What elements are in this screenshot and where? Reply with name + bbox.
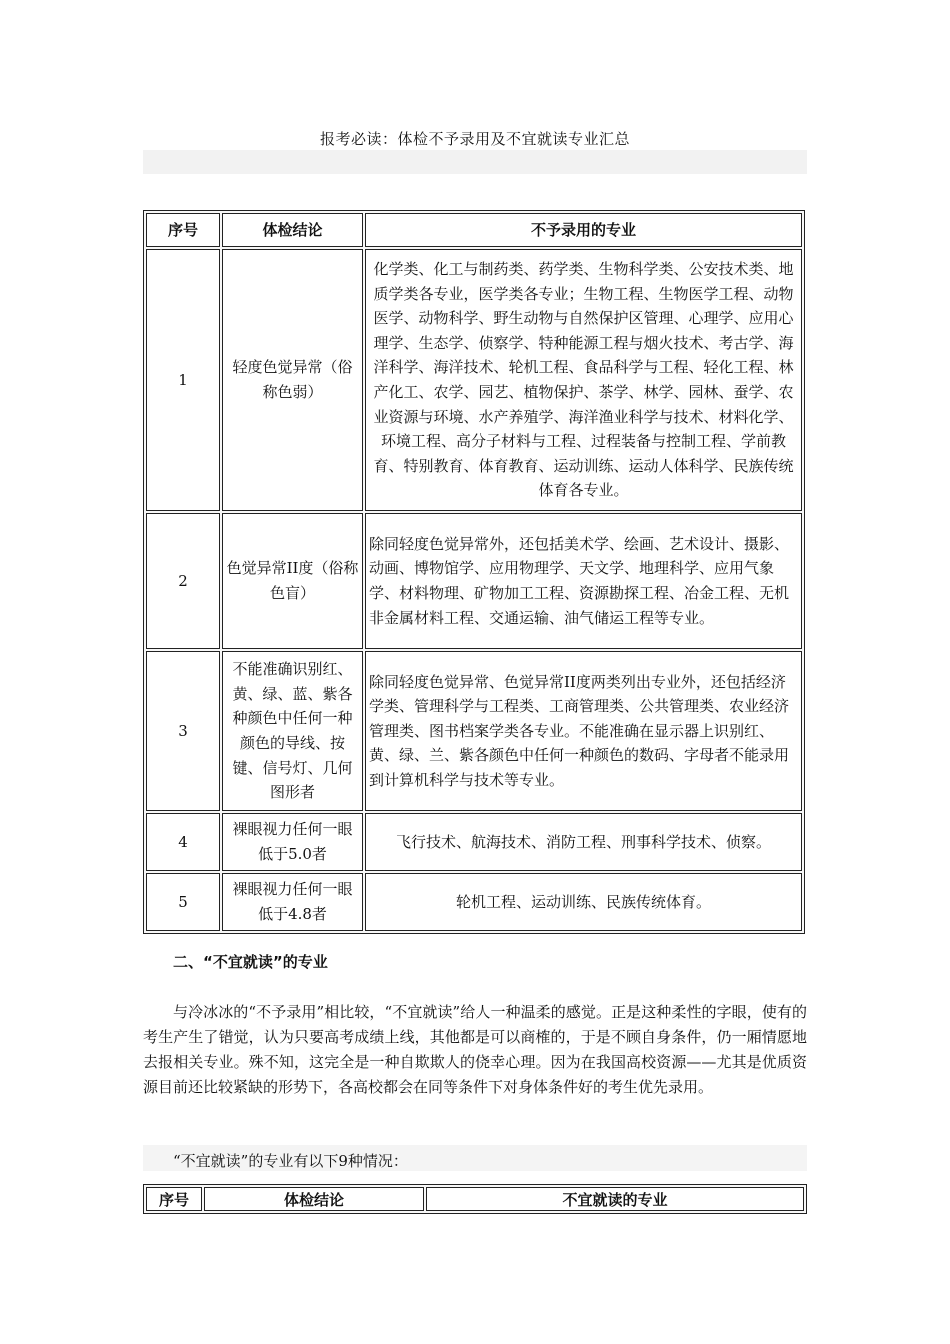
section-paragraph: 与冷冰冰的“不予录用”相比较，“不宜就读”给人一种温柔的感觉。正是这种柔性的字眼，使有的考生产生了错觉，认为只要高考成绩上线，其他都是可以商榷的，于是不顾自身条件，仍一厢情愿地去报相关专业。殊不知，这完全是一种自欺欺人的侥幸心理。因为在我国高校资源——尤其是优质资源目前还比较紧缺的形势下，各高校都会在同等条件下对身体条件好的考生优先录用。	[143, 1003, 807, 1096]
header-num: 序号	[146, 213, 220, 247]
row-conclusion: 色觉异常II度（俗称色盲）	[222, 513, 363, 649]
header-conclusion: 体检结论	[204, 1187, 424, 1211]
table-row	[146, 813, 802, 871]
document-title: 报考必读：体检不予录用及不宜就读专业汇总	[319, 130, 630, 148]
rejection-table	[143, 210, 805, 934]
row-num: 2	[146, 513, 220, 649]
row-majors: 除同轻度色觉异常、色觉异常II度两类列出专业外，还包括经济学类、管理科学与工程类、工商管理类、公共管理类、农业经济管理类、图书档案学类各专业。不能准确在显示器上识别红、黄、绿、兰、紫各颜色中任何一种颜色的数码、字母者不能录用到计算机科学与技术等专业。	[365, 651, 802, 811]
table-row	[146, 249, 802, 511]
row-majors: 飞行技术、航海技术、消防工程、刑事科学技术、侦察。	[365, 813, 802, 871]
row-majors: 化学类、化工与制药类、药学类、生物科学类、公安技术类、地质学类各专业，医学类各专业；生物工程、生物医学工程、动物医学、动物科学、野生动物与自然保护区管理、心理学、应用心理学、生态学、侦察学、特种能源工程与烟火技术、考古学、海洋科学、海洋技术、轮机工程、食品科学与工程、轻化工程、林产化工、农学、园艺、植物保护、茶学、林学、园林、蚕学、农业资源与环境、水产养殖学、海洋渔业科学与技术、材料化学、环境工程、高分子材料与工程、过程装备与控制工程、学前教育、特别教育、体育教育、运动训练、运动人体科学、民族传统体育各专业。	[365, 249, 802, 511]
table-row	[146, 513, 802, 649]
table-row	[146, 651, 802, 811]
table-row	[146, 873, 802, 931]
row-conclusion: 不能准确识别红、黄、绿、蓝、紫各种颜色中任何一种颜色的导线、按键、信号灯、几何图形者	[222, 651, 363, 811]
row-num: 3	[146, 651, 220, 811]
header-num: 序号	[146, 1187, 202, 1211]
table-header-row	[146, 213, 802, 247]
row-majors: 除同轻度色觉异常外，还包括美术学、绘画、艺术设计、摄影、动画、博物馆学、应用物理学、天文学、地理科学、应用气象学、材料物理、矿物加工工程、资源勘探工程、冶金工程、无机非金属材料工程、交通运输、油气储运工程等专业。	[365, 513, 802, 649]
row-num: 5	[146, 873, 220, 931]
row-majors: 轮机工程、运动训练、民族传统体育。	[365, 873, 802, 931]
header-majors: 不宜就读的专业	[426, 1187, 804, 1211]
header-majors: 不予录用的专业	[365, 213, 802, 247]
title-band	[143, 150, 807, 174]
row-num: 1	[146, 249, 220, 511]
unsuitable-table	[143, 1184, 807, 1214]
table-header-row	[146, 1187, 804, 1211]
row-conclusion: 裸眼视力任何一眼低于5.0者	[222, 813, 363, 871]
section-intro: “不宜就读”的专业有以下9种情况：	[173, 1152, 408, 1170]
row-conclusion: 裸眼视力任何一眼低于4.8者	[222, 873, 363, 931]
row-conclusion: 轻度色觉异常（俗称色弱）	[222, 249, 363, 511]
row-num: 4	[146, 813, 220, 871]
header-conclusion: 体检结论	[222, 213, 363, 247]
section-heading: 二、“不宜就读”的专业	[173, 953, 328, 971]
